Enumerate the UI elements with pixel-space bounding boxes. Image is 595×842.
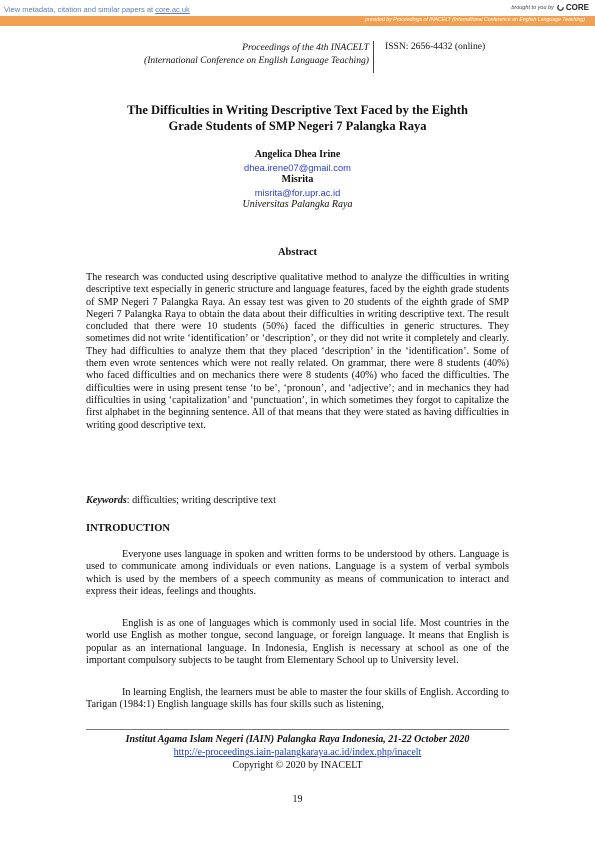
core-logo [556, 3, 589, 12]
paragraph: English is as one of languages which is commonly used in social life. Most countries in the world use English as mother tongue, second language, or foreign language. It means that English is popular as an international language. In Indonesia, English is necessary at school as one of the important compulsory subjects to be taught from Elementary School up to University level. [86, 618, 509, 666]
paragraph: Everyone uses language in spoken and written forms to be understood by others. Language is used to communicate among individuals or even nations. Language is a system of verbal symbols which is used by the members of a speech community as means of communication to interact and express their ideas, feelings and thoughts. [86, 549, 509, 597]
keywords-text: : difficulties; writing descriptive text [126, 495, 276, 506]
footer-divider [86, 729, 509, 730]
brought-by-text: brought to you by [511, 4, 554, 11]
proceedings-title [144, 41, 374, 73]
core-link[interactable]: core.ac.uk [155, 5, 190, 14]
keywords [86, 495, 509, 507]
core-logo-icon [556, 3, 565, 12]
author-1-name: Angelica Dhea Irine [254, 149, 341, 160]
author-institution: Universitas Palangka Raya [242, 199, 353, 210]
introduction-heading: INTRODUCTION [86, 523, 171, 534]
author-2-email[interactable]: misrita@for.upr.ac.id [254, 186, 341, 198]
core-banner [0, 0, 595, 28]
provided-by-text: provided by Proceedings of INACELT (International Conference on English Language Teaching) [364, 17, 585, 23]
core-left-text: View metadata, citation and similar papers at [4, 5, 154, 14]
core-logo-text: CORE [565, 3, 589, 12]
proceedings-line1: Proceedings of the 4th INACELT [242, 42, 369, 53]
issn: ISSN: 2656-4432 (online) [385, 41, 486, 52]
page-footer [0, 733, 595, 772]
proceedings-line2: (International Conference on English Language Teaching) [144, 55, 369, 66]
footer-institution: Institut Agama Islam Negeri (IAIN) Palangka Raya Indonesia, 21-22 October 2020 [125, 734, 470, 745]
author-1-email[interactable]: dhea.irene07@gmail.com [244, 161, 351, 173]
core-metadata-link[interactable] [4, 5, 190, 14]
abstract-text: The research was conducted using descriptive qualitative method to analyze the difficulties in writing descriptive text especially in generic structure and language features, faced by the eighth grade students of SMP Negeri 7 Palangka Raya. An essay test was given to 20 students of the eighth grade of SMP Negeri 7 Palangka Raya to obtain the data about their difficulties in writing descriptive text. The result concluded that there were 10 students (50%) faced the difficulties in generic structures. They sometimes did not write ‘identification’ or ‘description’, or they did not write it completely and clearly. They had difficulties to analyze them that they placed ‘description’ in the ‘identification’. Some of them even wrote sentences which were not really related. On grammar, there were 8 students (40%) who faced difficulties and on mechanics there were 8 students (40%) who faced the difficulties. The difficulties were in using present tense ‘to be’, ‘pronoun’, and ‘adjective’; and in mechanics they had difficulties in using ‘capitalization’ and ‘punctuation’, in which sometimes they forgot to capitalize the first alphabet in the beginning sentence. All of that means that they were stated as having difficulties in writing good descriptive text. [86, 272, 509, 431]
title-line2: Grade Students of SMP Negeri 7 Palangka Raya [168, 119, 427, 133]
core-brought-by[interactable] [511, 3, 589, 12]
page-number: 19 [292, 794, 303, 805]
paper-title [60, 102, 535, 134]
author-block [0, 149, 595, 212]
keywords-label: Keywords [86, 495, 127, 506]
title-line1: The Difficulties in Writing Descriptive Text Faced by the Eighth [127, 103, 468, 117]
paragraph: In learning English, the learners must be able to master the four skills of English. According to Tarigan (1984:1) English language skills has four skills such as listening, [86, 687, 509, 711]
author-2-name: Misrita [281, 174, 314, 185]
footer-copyright: Copyright © 2020 by INACELT [232, 760, 363, 771]
provided-by-bar [0, 16, 595, 26]
abstract-heading: Abstract [277, 247, 318, 258]
footer-url-link[interactable]: http://e-proceedings.iain-palangkaraya.ac.id/index.php/inacelt [173, 747, 422, 758]
